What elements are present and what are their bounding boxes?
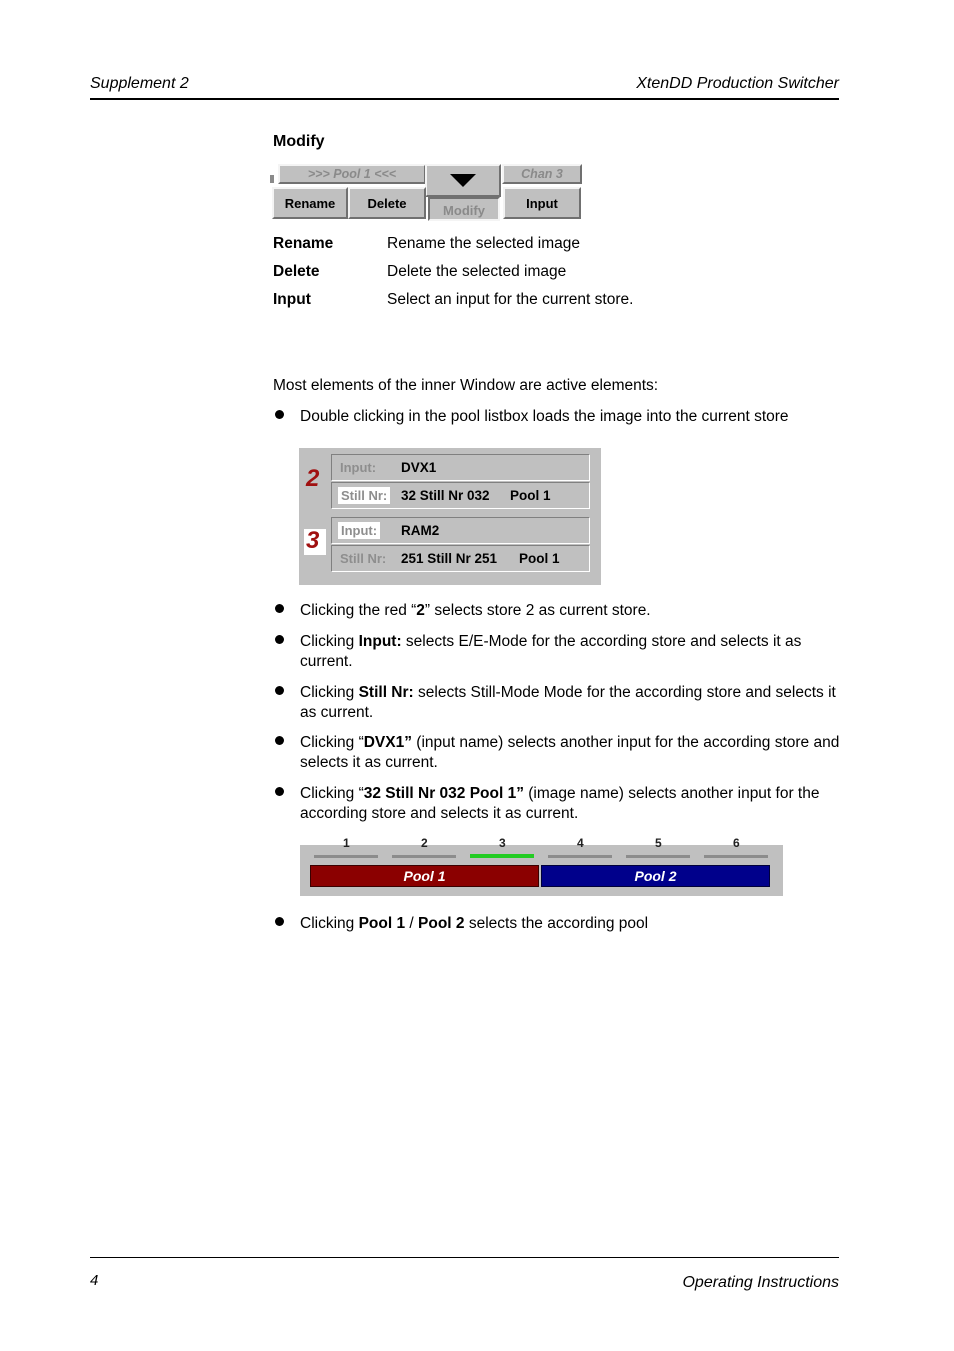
pool-label-button[interactable]: >>> Pool 1 <<<	[278, 164, 426, 184]
bullet-dot	[275, 635, 284, 644]
store-3-still-row	[331, 545, 590, 572]
store-2-still-label[interactable]: Still Nr:	[338, 487, 390, 504]
dropdown-arrow-button[interactable]	[425, 164, 501, 197]
tab-2-label: 2	[421, 836, 428, 850]
bullet-3-part: Clicking	[300, 633, 359, 650]
tab-4-bar	[548, 855, 612, 858]
bullet-text-2	[300, 601, 845, 621]
def-term-delete: Delete	[273, 263, 320, 280]
bullet-dot	[275, 787, 284, 796]
pool-1-button[interactable]: Pool 1	[310, 865, 539, 887]
delete-button[interactable]: Delete	[348, 187, 426, 219]
pool-2-button[interactable]: Pool 2	[541, 865, 770, 887]
bullet-dot	[275, 686, 284, 695]
triangle-down-icon	[450, 174, 476, 188]
bullet-text-5	[300, 733, 845, 773]
bullet-6-part: Clicking “	[300, 785, 364, 802]
store-number-3[interactable]: 3	[306, 527, 320, 554]
bullet-5-part: (input name) selects another input for the according store and selects it as current.	[300, 734, 840, 771]
store-3-still-value[interactable]: 251 Still Nr 251	[401, 551, 498, 566]
store-number-2[interactable]: 2	[306, 465, 320, 492]
modify-heading: Modify	[273, 133, 325, 150]
bullet-4-part: Clicking	[300, 684, 359, 701]
store-3-pool[interactable]: Pool 1	[519, 551, 560, 566]
store-2-input-row	[331, 454, 590, 481]
bullet-3-part: selects E/E‑Mode for the according store and selects it as current.	[300, 633, 802, 670]
tab-1-label: 1	[343, 836, 350, 850]
header-right: XtenDD Production Switcher	[636, 75, 839, 92]
bullet-6-bold: 32 Still Nr 032 Pool 1”	[363, 785, 524, 802]
modify-toolbar	[270, 163, 582, 221]
def-term-rename: Rename	[273, 235, 334, 252]
def-desc-rename: Rename the selected image	[387, 235, 581, 252]
bullet-text-1: Double clicking in the pool listbox loads the image into the current store	[300, 408, 789, 425]
pool-bar	[300, 836, 783, 896]
bullet-5-part: Clicking “	[300, 734, 364, 751]
tab-3[interactable]	[464, 836, 542, 862]
tab-4-label: 4	[577, 836, 584, 850]
intro-text: Most elements of the inner Window are active elements:	[273, 377, 659, 394]
bullet-3-bold: Input:	[358, 633, 402, 650]
store-2-still-value[interactable]: 32 Still Nr 032	[401, 488, 490, 503]
bullet-4-bold: Still Nr:	[358, 684, 414, 701]
bullet-4-part: selects Still‑Mode Mode for the according store and selects it as current.	[300, 684, 836, 721]
store-2-still-row	[331, 482, 590, 509]
tab-6[interactable]	[698, 836, 776, 862]
bullet-text-4	[300, 683, 845, 723]
bullet-dot	[275, 736, 284, 745]
tab-1-bar	[314, 855, 378, 858]
store-panel	[299, 448, 601, 585]
tab-5-bar	[626, 855, 690, 858]
tab-2[interactable]	[386, 836, 464, 862]
bullet-7-bold: Pool 1	[358, 915, 406, 932]
toolbar-marker	[270, 175, 274, 183]
tab-5[interactable]	[620, 836, 698, 862]
bullet-text-7	[300, 914, 845, 934]
modify-button[interactable]: Modify	[428, 197, 500, 221]
header-left: Supplement 2	[90, 75, 189, 92]
bullet-dot	[275, 917, 284, 926]
bullet-2-bold: 2	[416, 602, 425, 619]
bullet-dot	[275, 410, 284, 419]
store-3-input-row	[331, 517, 590, 544]
tab-1[interactable]	[308, 836, 386, 862]
bullet-text-6	[300, 784, 845, 824]
header-rule	[90, 98, 839, 100]
tab-4[interactable]	[542, 836, 620, 862]
tab-2-bar	[392, 855, 456, 858]
bullet-dot	[275, 604, 284, 613]
def-desc-input: Select an input for the current store.	[387, 291, 634, 308]
bullet-7-part: selects the according pool	[464, 915, 649, 932]
def-desc-delete: Delete the selected image	[387, 263, 567, 280]
store-2-pool[interactable]: Pool 1	[510, 488, 551, 503]
tab-strip	[308, 836, 776, 862]
tab-6-bar	[704, 855, 768, 858]
bullet-text-3	[300, 632, 845, 672]
rename-button[interactable]: Rename	[272, 187, 348, 219]
chan-label-button[interactable]: Chan 3	[502, 164, 582, 184]
store-3-still-label[interactable]: Still Nr:	[340, 551, 387, 566]
tab-6-label: 6	[733, 836, 740, 850]
store-3-input-value[interactable]: RAM2	[401, 523, 440, 538]
bullet-6-part: (image name) selects another input for the according store and selects it as current.	[300, 785, 820, 822]
page-number: 4	[90, 1272, 99, 1289]
store-2-input-value[interactable]: DVX1	[401, 460, 437, 475]
store-3-input-label[interactable]: Input:	[338, 522, 380, 539]
tab-3-label: 3	[499, 836, 506, 850]
bullet-5-bold: DVX1”	[363, 734, 412, 751]
bullet-7-part: Clicking	[300, 915, 359, 932]
bullet-2-part: ” selects store 2 as current store.	[424, 602, 651, 619]
footer-rule	[90, 1257, 839, 1258]
store-2-input-label[interactable]: Input:	[340, 460, 377, 475]
bullet-2-part: Clicking the red “	[300, 602, 417, 619]
input-button[interactable]: Input	[503, 187, 581, 219]
bullet-7-bold: Pool 2	[418, 915, 465, 932]
bullet-7-part: /	[405, 915, 419, 932]
footer-right: Operating Instructions	[682, 1274, 839, 1291]
def-term-input: Input	[273, 291, 311, 308]
tab-5-label: 5	[655, 836, 662, 850]
tab-3-active-bar	[470, 854, 534, 858]
